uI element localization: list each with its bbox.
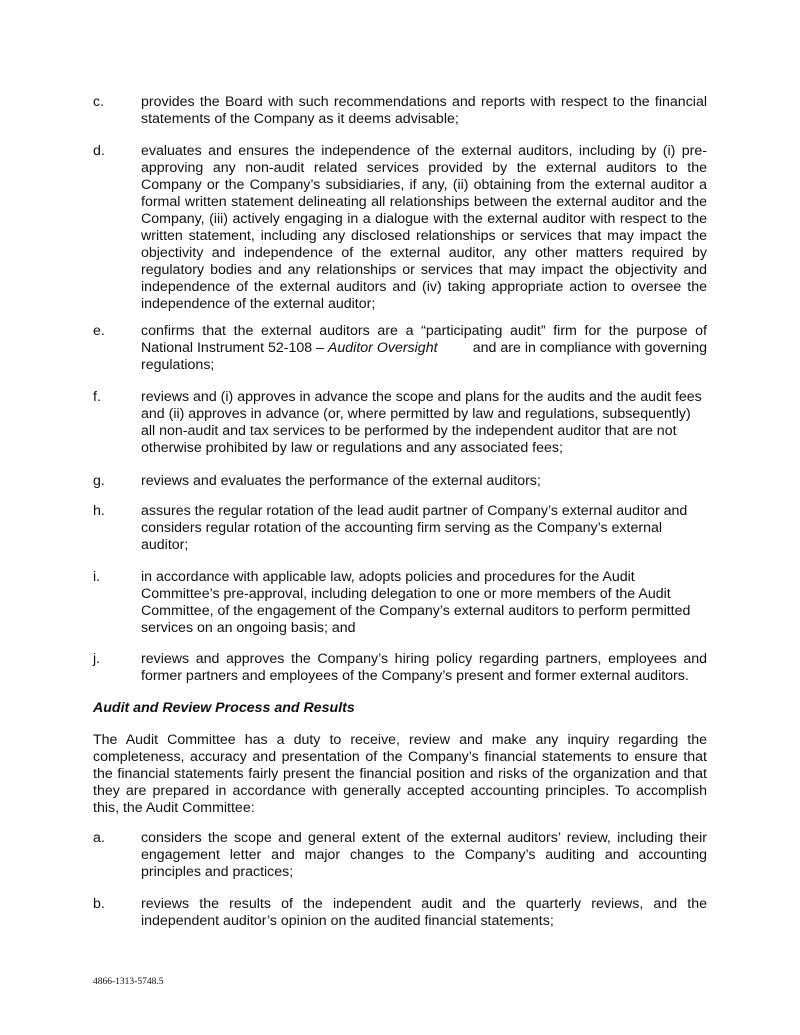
- item-text-line: principles and practices;: [141, 864, 294, 880]
- item-text-line: services on an ongoing basis; and: [141, 620, 356, 636]
- paragraph-line: The Audit Committee has a duty to receive, review and make any inquiry regarding the: [93, 732, 707, 748]
- item-text-line: former partners and employees of the Company’s present and former external auditors.: [141, 668, 689, 684]
- item-text-line: Committee, of the engagement of the Company’s external auditors to perform permitted: [141, 603, 691, 619]
- item-text-line: objectivity and independence of the external auditor, any other matters required by: [141, 245, 707, 261]
- item-letter: h.: [93, 503, 105, 519]
- paragraph-line: the financial statements fairly present the financial position and risks of the organization and that: [93, 766, 707, 782]
- item-letter: e.: [93, 323, 105, 339]
- item-text-line-mixed: [141, 340, 707, 357]
- item-text-line: otherwise prohibited by law or regulations and any associated fees;: [141, 440, 563, 456]
- item-text-line: and (ii) approves in advance (or, where permitted by law and regulations, subsequently): [141, 406, 691, 422]
- item-text-run: and are in compliance with governing: [468, 340, 707, 356]
- item-text-line: in accordance with applicable law, adopts policies and procedures for the Audit: [141, 569, 635, 585]
- item-text-line: confirms that the external auditors are a “participating audit” firm for the purpose of: [141, 323, 707, 339]
- paragraph-line: completeness, accuracy and presentation of the Company’s financial statements to ensure that: [93, 749, 707, 765]
- item-text-line: engagement letter and major changes to the Company’s auditing and accounting: [141, 847, 707, 863]
- item-text-line: regulatory bodies and any relationships or services that may impact the objectivity and: [141, 262, 707, 278]
- item-text-line: independence of the external auditor;: [141, 296, 376, 312]
- item-text-line: provides the Board with such recommendations and reports with respect to the financial: [141, 94, 707, 110]
- item-text-line: independence of the external auditors and (iv) taking appropriate action to oversee the: [141, 279, 707, 295]
- emphasized-title: Auditor Oversight: [327, 340, 438, 356]
- paragraph-line: this, the Audit Committee:: [93, 800, 255, 816]
- item-text-line: considers the scope and general extent of the external auditors’ review, including their: [141, 830, 707, 846]
- item-letter: a.: [93, 830, 105, 846]
- paragraph-line: they are prepared in accordance with generally accepted accounting principles. To accomplish: [93, 783, 707, 799]
- item-text-line: reviews and approves the Company’s hiring policy regarding partners, employees and: [141, 651, 707, 667]
- item-text-line: independent auditor’s opinion on the audited financial statements;: [141, 913, 554, 929]
- item-letter: b.: [93, 896, 105, 912]
- item-letter: c.: [93, 94, 105, 110]
- item-text-line: statements of the Company as it deems advisable;: [141, 111, 459, 127]
- item-text-line: regulations;: [141, 357, 215, 373]
- item-text-run: National Instrument 52-108 –: [141, 340, 328, 356]
- item-letter: d.: [93, 143, 105, 159]
- section-heading: Audit and Review Process and Results: [93, 700, 355, 716]
- item-text-line: reviews the results of the independent audit and the quarterly reviews, and the: [141, 896, 707, 912]
- item-text-line: assures the regular rotation of the lead audit partner of Company’s external auditor and: [141, 503, 688, 519]
- item-text-line: considers regular rotation of the accounting firm serving as the Company’s external: [141, 520, 663, 536]
- item-letter: j.: [93, 651, 101, 667]
- item-letter: i.: [93, 569, 101, 585]
- item-letter: g.: [93, 473, 105, 489]
- item-text-line: evaluates and ensures the independence of the external auditors, including by (i) pre-: [141, 143, 707, 159]
- item-text-line: approving any non-audit related services provided by the external auditors to the: [141, 160, 707, 176]
- document-id-footer: 4866-1313-5748.5: [93, 977, 164, 987]
- item-text-line: auditor;: [141, 537, 189, 553]
- item-text-line: written statement, including any disclosed relationships or services that may impact the: [141, 228, 707, 244]
- item-text-line: reviews and evaluates the performance of the external auditors;: [141, 473, 541, 489]
- item-text-line: reviews and (i) approves in advance the scope and plans for the audits and the audit fees: [141, 389, 702, 405]
- item-text-line: Company or the Company’s subsidiaries, if any, (ii) obtaining from the external auditor a: [141, 177, 707, 193]
- item-text-line: formal written statement delineating all relationships between the external auditor and the: [141, 194, 707, 210]
- item-letter: f.: [93, 389, 101, 405]
- item-text-line: Committee’s pre-approval, including delegation to one or more members of the Audit: [141, 586, 671, 602]
- item-text-line: all non-audit and tax services to be performed by the independent auditor that are not: [141, 423, 677, 439]
- item-text-line: Company, (iii) actively engaging in a dialogue with the external auditor with respect to the: [141, 211, 707, 227]
